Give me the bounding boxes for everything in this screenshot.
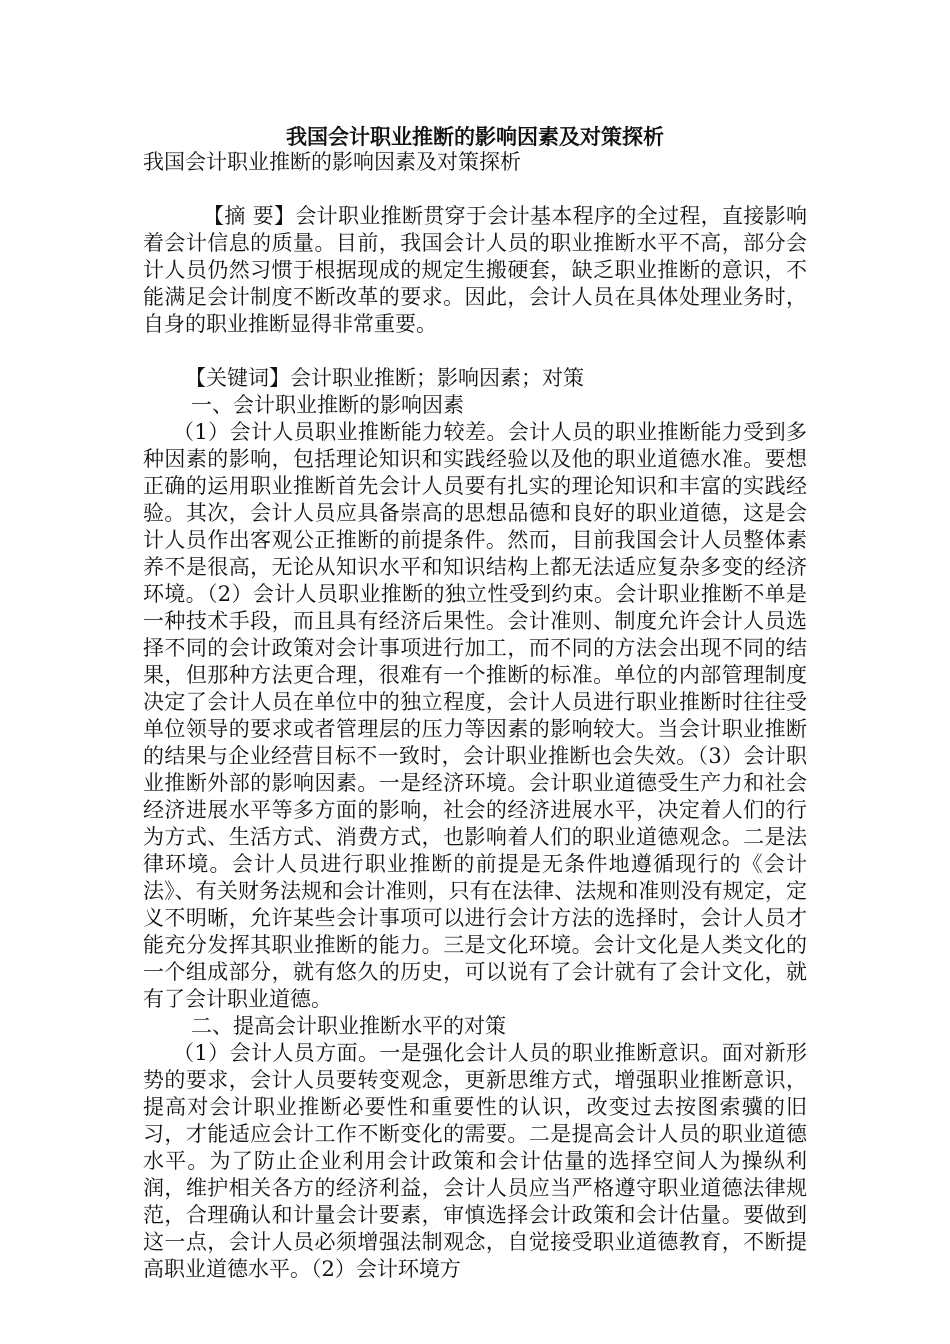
blank-line <box>143 338 807 365</box>
section-2-heading: 二、提高会计职业推断水平的对策 <box>191 1014 506 1038</box>
section-1-paragraph: （1）会计人员职业推断能力较差。会计人员的职业推断能力受到多种因素的影响，包括理论知识和实践经验以及他的职业道德水准。要想正确的运用职业推断首先会计人员要有扎实的理论知识和丰富的实践经验。其次，会计人员应具备崇高的思想品德和良好的职业道德，这是会计人员作出客观公正推断的前提条件。然而，目前我国会计人员整体素养不是很高，无论从知识水平和知识结构上都无法适应复杂多变的经济环境。（2）会计人员职业推断的独立性受到约束。会计职业推断不单是一种技术手段，而且具有经济后果性。会计准则、制度允许会计人员选择不同的会计政策对会计事项进行加工，而不同的方法会出现不同的结果，但那种方法更合理，很难有一个推断的标准。单位的内部管理制度决定了会计人员在单位中的独立程度，会计人员进行职业推断时往往受单位领导的要求或者管理层的压力等因素的影响较大。当会计职业推断的结果与企业经营目标不一致时，会计职业推断也会失效。（3）会计职业推断外部的影响因素。一是经济环境。会计职业道德受生产力和社会经济进展水平等多方面的影响，社会的经济进展水平，决定着人们的行为方式、生活方式、消费方式，也影响着人们的职业道德观念。二是法律环境。会计人员进行职业推断的前提是无条件地遵循现行的《会计法》、有关财务法规和会计准则，只有在法律、法规和准则没有规定，定义不明晰，允许某些会计事项可以进行会计方法的选择时，会计人员才能充分发挥其职业推断的能力。三是文化环境。会计文化是人类文化的一个组成部分，就有悠久的历史，可以说有了会计就有了会计文化，就有了会计职业道德。 <box>143 420 807 1011</box>
section-1-heading: 一、会计职业推断的影响因素 <box>191 393 464 417</box>
document-subtitle: 我国会计职业推断的影响因素及对策探析 <box>143 150 521 174</box>
document-title: 我国会计职业推断的影响因素及对策探析 <box>286 124 664 149</box>
keywords-line: 【关键词】会计职业推断；影响因素；对策 <box>185 366 584 390</box>
abstract-paragraph: 【摘 要】会计职业推断贯穿于会计基本程序的全过程，直接影响着会计信息的质量。目前，我国会计人员的职业推断水平不高，部分会计人员仍然习惯于根据现成的规定生搬硬套，缺乏职业推断的意识，不能满足会计制度不断改革的要求。因此，会计人员在具体处理业务时，自身的职业推断显得非常重要。 <box>143 204 807 336</box>
document-body <box>143 149 807 1283</box>
blank-line <box>143 176 807 203</box>
section-2-paragraph: （1）会计人员方面。一是强化会计人员的职业推断意识。面对新形势的要求，会计人员要转变观念，更新思维方式，增强职业推断意识，提高对会计职业推断必要性和重要性的认识，改变过去按图索骥的旧习，才能适应会计工作不断变化的需要。二是提高会计人员的职业道德水平。为了防止企业利用会计政策和会计估量的选择空间人为操纵利润，维护相关各方的经济利益，会计人员应当严格遵守职业道德法律规范，合理确认和计量会计要素，审慎选择会计政策和会计估量。要做到这一点，会计人员必须增强法制观念，自觉接受职业道德教育，不断提高职业道德水平。（2）会计环境方 <box>143 1041 807 1281</box>
